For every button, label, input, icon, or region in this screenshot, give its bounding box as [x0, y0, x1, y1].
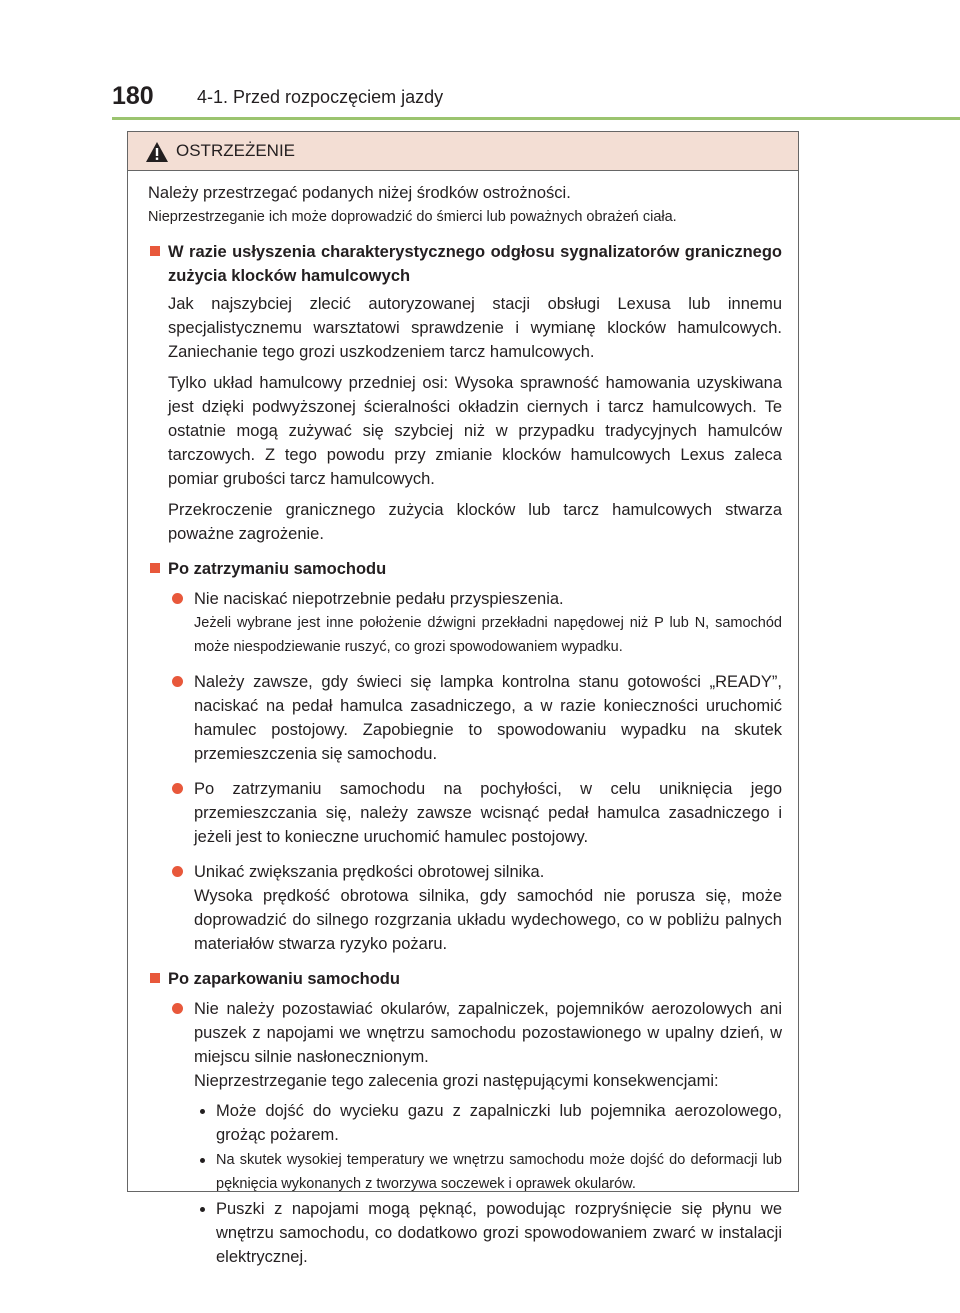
section-brake-pad-wear: [148, 240, 782, 546]
dot-bullet-icon: [200, 1158, 205, 1163]
sub-list-item: [194, 1099, 782, 1147]
paragraph: Przekroczenie granicznego zużycia klocków lub tarcz hamulcowych stwarza poważne zagrożenie.: [168, 501, 782, 543]
list-item-text: Wysoka prędkość obrotowa silnika, gdy samochód nie porusza się, może doprowadzić do silnego rozgrzania układu wydechowego, co w pobliżu palnych materiałów stwarza ryzyko pożaru.: [194, 887, 782, 953]
round-bullet-icon: [172, 866, 183, 877]
square-bullet-icon: [150, 973, 160, 983]
list-item: [168, 777, 782, 849]
page-header: [112, 80, 812, 116]
round-bullet-icon: [172, 1003, 183, 1014]
warning-header: [128, 132, 798, 171]
warning-intro: Należy przestrzegać podanych niżej środków ostrożności.: [148, 184, 571, 202]
list-item-text: Nie należy pozostawiać okularów, zapalniczek, pojemników aerozolowych ani puszek z napojami we wnętrzu samochodu pozostawionego w upalny dzień, w miejscu silnie nasłonecznionym.: [194, 1000, 782, 1066]
list-item-text: Należy zawsze, gdy świeci się lampka kontrolna stanu gotowości „READY”, naciskać na pedał hamulca zasadniczego, a w razie konieczności uruchomić hamulec postojowy. Zapobiegnie to spowodowaniu wypadku na skutek przemieszczenia się samochodu.: [194, 673, 782, 763]
list-item-text: Po zatrzymaniu samochodu na pochyłości, w celu uniknięcia jego przemieszczania się, należy zawsze wcisnąć pedał hamulca zasadniczego i jeżeli jest to konieczne uruchomić hamulec postojowy.: [194, 780, 782, 846]
warning-title: OSTRZEŻENIE: [176, 141, 296, 160]
section-heading: W razie usłyszenia charakterystycznego odgłosu sygnalizatorów granicznego zużycia klocków hamulcowych: [168, 243, 782, 285]
list-item-text: Nieprzestrzeganie tego zalecenia grozi następującymi konsekwencjami:: [194, 1072, 719, 1090]
sub-list-item-text: Na skutek wysokiej temperatury we wnętrzu samochodu może dojść do deformacji lub pęknięcia wykonanych z tworzywa soczewek i oprawek okularów.: [216, 1152, 782, 1192]
warning-content: [128, 171, 798, 1269]
section-title: 4-1. Przed rozpoczęciem jazdy: [197, 87, 444, 107]
dot-bullet-icon: [200, 1109, 205, 1114]
round-bullet-icon: [172, 676, 183, 687]
warning-triangle-icon: [145, 141, 169, 163]
paragraph: Jak najszybciej zlecić autoryzowanej stacji obsługi Lexusa lub innemu specjalistycznemu warsztatowi sprawdzenie i wymianę klocków hamulcowych. Zaniechanie tego grozi uszkodzeniem tarcz hamulcowych.: [168, 295, 782, 361]
page-number: 180: [112, 82, 154, 110]
list-item: [168, 670, 782, 766]
list-item: [168, 860, 782, 956]
dot-bullet-icon: [200, 1207, 205, 1212]
warning-intro-consequence: Nieprzestrzeganie ich może doprowadzić do śmierci lub poważnych obrażeń ciała.: [148, 209, 677, 225]
square-bullet-icon: [150, 246, 160, 256]
square-bullet-icon: [150, 563, 160, 573]
section-after-parking: [148, 967, 782, 1269]
list-item-text: Unikać zwiększania prędkości obrotowej silnika.: [194, 863, 545, 881]
warning-box: [127, 131, 799, 1266]
section-heading: Po zaparkowaniu samochodu: [168, 970, 400, 988]
sub-list-item-text: Puszki z napojami mogą pęknąć, powodując rozpryśnięcie się płynu we wnętrzu samochodu, co dodatkowo grozi spowodowaniem zwarć w instalacji elektrycznej.: [216, 1200, 782, 1266]
section-heading: Po zatrzymaniu samochodu: [168, 560, 387, 578]
section-after-stopping: [148, 557, 782, 956]
round-bullet-icon: [172, 783, 183, 794]
list-item-text: Jeżeli wybrane jest inne położenie dźwigni przekładni napędowej niż P lub N, samochód może niespodziewanie ruszyć, co grozi spowodowaniem wypadku.: [194, 615, 782, 655]
list-item: [168, 997, 782, 1269]
paragraph: Tylko układ hamulcowy przedniej osi: Wysoka sprawność hamowania uzyskiwana jest dzięki podwyższonej ścieralności okładzin ciernych i tarcz hamulcowych. Te ostatnie mogą zużywać się szybciej niż w przypadku tradycyjnych hamulców tarczowych. Z tego powodu przy zmianie klocków hamulcowych Lexus zaleca pomiar grubości tarcz hamulcowych.: [168, 374, 782, 488]
sub-list-item: [194, 1197, 782, 1269]
list-item: [168, 587, 782, 659]
round-bullet-icon: [172, 593, 183, 604]
sub-list-item-text: Może dojść do wycieku gazu z zapalniczki lub pojemnika aerozolowego, grożąc pożarem.: [216, 1102, 782, 1144]
list-item-text: Nie naciskać niepotrzebnie pedału przyspieszenia.: [194, 590, 564, 608]
header-divider: [112, 117, 960, 120]
sub-list-item: [194, 1148, 782, 1196]
